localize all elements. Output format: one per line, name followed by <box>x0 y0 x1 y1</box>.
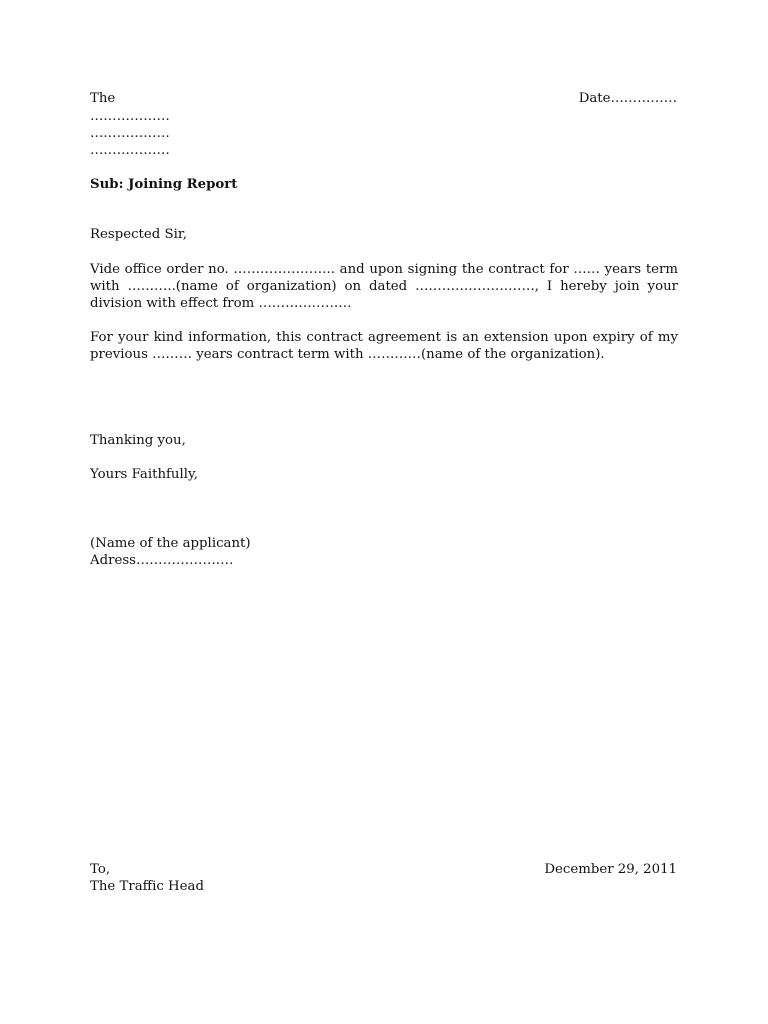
footer-date: December 29, 2011 <box>544 862 677 877</box>
address-line-1: ……………… <box>90 109 170 124</box>
the-label: The <box>90 91 116 106</box>
thanking-line: Thanking you, <box>90 433 186 448</box>
body-paragraph-1: Vide office order no. ………………….. and upon signing the contract for …… years term with ………..(name of organization) on dated ………………………, I hereby join your division with effect from ………………… <box>90 262 678 311</box>
salutation: Respected Sir, <box>90 227 187 242</box>
sign-off: Yours Faithfully, <box>90 467 198 482</box>
to-label: To, <box>90 862 111 877</box>
body-paragraph-2: For your kind information, this contract agreement is an extension upon expiry of my previous ……… years contract term with …………(name of the organization). <box>90 330 678 362</box>
address-line-3: ……………… <box>90 143 170 158</box>
address-line-2: ……………… <box>90 126 170 141</box>
applicant-name: (Name of the applicant) <box>90 536 251 551</box>
date-field: Date…………… <box>578 91 677 106</box>
applicant-address: Adress…………………. <box>90 553 234 568</box>
recipient: The Traffic Head <box>90 879 204 894</box>
subject-line: Sub: Joining Report <box>90 177 238 192</box>
